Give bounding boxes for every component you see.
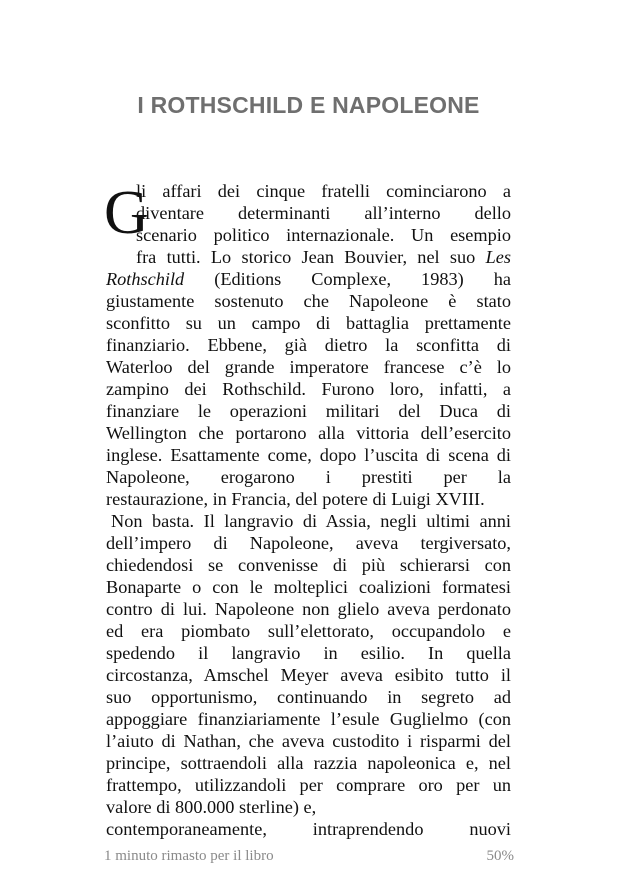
italic-title: Les bbox=[485, 247, 511, 267]
text-line: Wellington che portarono alla vittoria dell’esercito bbox=[106, 423, 511, 443]
drop-cap: G bbox=[104, 179, 149, 247]
text-line: finanziario. Ebbene, già dietro la sconfitta di bbox=[106, 335, 511, 355]
text-line: sconfitto su un campo di battaglia prettamente bbox=[106, 313, 511, 333]
text-line: restaurazione, in Francia, del potere di Luigi XVIII. bbox=[106, 489, 485, 509]
text-line: scenario politico internazionale. Un esempio bbox=[136, 225, 511, 245]
progress-percent: 50% bbox=[486, 848, 514, 864]
chapter-title: I ROTHSCHILD E NAPOLEONE bbox=[137, 92, 480, 118]
text-line: Bonaparte o con le molteplici coalizioni formatesi bbox=[106, 577, 511, 597]
text-line: li affari dei cinque fratelli cominciarono a bbox=[136, 181, 511, 201]
text-line: frattempo, utilizzandoli per comprare oro per un bbox=[106, 775, 511, 795]
italic-title: Rothschild bbox=[106, 269, 185, 289]
reading-footer bbox=[104, 848, 514, 865]
text-line: Non basta. Il langravio di Assia, negli ultimi anni bbox=[111, 511, 511, 531]
text-line: giustamente sostenuto che Napoleone è stato bbox=[106, 291, 511, 311]
text-line: circostanza, Amschel Meyer aveva esibito tutto il bbox=[106, 665, 511, 685]
text-line: valore di 800.000 sterline) e, bbox=[106, 797, 317, 817]
text-line: contro di lui. Napoleone non glielo aveva perdonato bbox=[106, 599, 511, 619]
text-line: spedendo il langravio in esilio. In quella bbox=[106, 643, 511, 663]
text-segment: (Editions Complexe, 1983) ha bbox=[184, 269, 511, 289]
text-line: suo opportunismo, continuando in segreto ad bbox=[106, 687, 511, 707]
text-line: chiedendosi se convenisse di più schierarsi con bbox=[106, 555, 511, 575]
text-line: l’aiuto di Nathan, che aveva custodito i risparmi del bbox=[106, 731, 511, 751]
text-segment: fra tutti. Lo storico Jean Bouvier, nel suo bbox=[136, 247, 486, 267]
time-remaining: 1 minuto rimasto per il libro bbox=[104, 848, 274, 864]
text-line bbox=[106, 246, 511, 268]
text-line: principe, sottraendoli alla razzia napoleonica e, nel bbox=[106, 753, 511, 773]
text-line: contemporaneamente, intraprendendo nuovi bbox=[106, 819, 511, 839]
text-line: diventare determinanti all’interno dello bbox=[136, 203, 511, 223]
text-line: zampino dei Rothschild. Furono loro, infatti, a bbox=[106, 379, 511, 399]
text-line: inglese. Esattamente come, dopo l’uscita di scena di bbox=[106, 445, 511, 465]
text-line: dell’impero di Napoleone, aveva tergiversato, bbox=[106, 533, 511, 553]
text-line: Waterloo del grande imperatore francese c’è lo bbox=[106, 357, 511, 377]
text-line: Napoleone, erogarono i prestiti per la bbox=[106, 467, 511, 487]
text-line: appoggiare finanziariamente l’esule Guglielmo (con bbox=[106, 709, 511, 729]
page-text bbox=[106, 180, 511, 840]
text-line bbox=[106, 268, 511, 290]
text-line: ed era piombato sull’elettorato, occupandolo e bbox=[106, 621, 511, 641]
text-line: finanziare le operazioni militari del Duca di bbox=[106, 401, 511, 421]
